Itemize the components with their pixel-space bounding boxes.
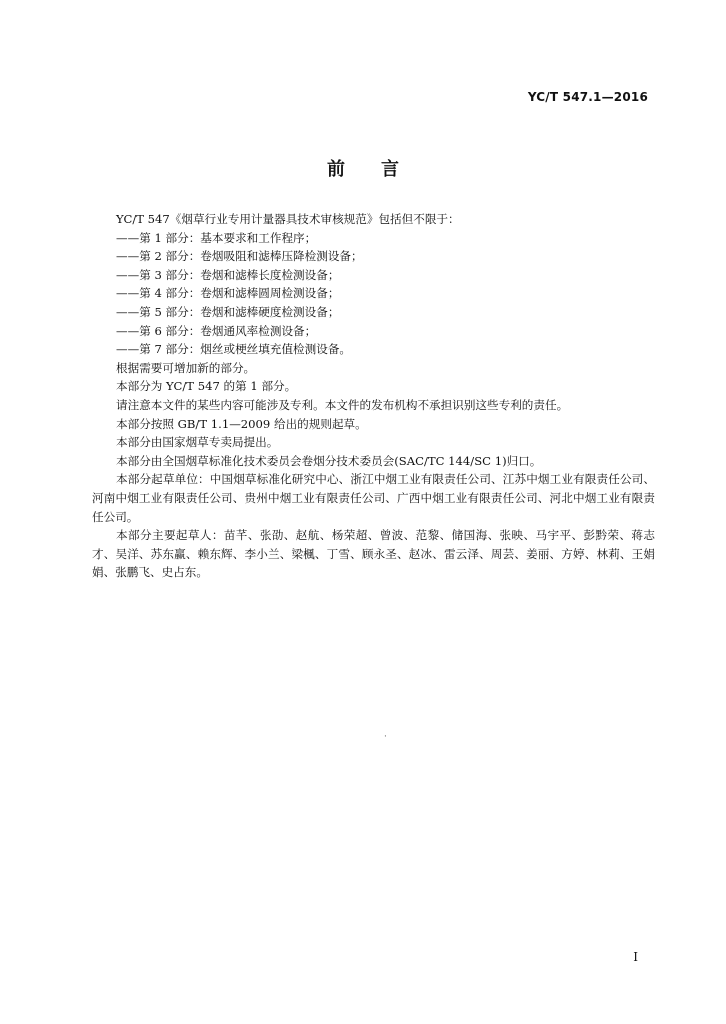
- part-item: ——第 4 部分：卷烟和滤棒圆周检测设备；: [116, 286, 340, 301]
- statement-line: 根据需要可增加新的部分。: [116, 360, 256, 375]
- intro-line: YC/T 547《烟草行业专用计量器具技术审核规范》包括但不限于：: [116, 212, 460, 226]
- drafters-paragraph: 本部分主要起草人：苗芊、张劭、赵航、杨荣超、曾波、范黎、储国海、张映、马宇平、彭黔荣、蒋志才、吴洋、苏东赢、赖东辉、李小兰、梁楓、丁雪、顾永圣、赵冰、雷云泽、周芸、姜丽、方婷、林莉、王娟娟、张鹏飞、史占东。: [92, 528, 655, 580]
- part-item: ——第 3 部分：卷烟和滤棒长度检测设备；: [116, 267, 340, 282]
- document-code: YC/T 547.1—2016: [527, 90, 648, 104]
- drafting-units-paragraph: 本部分起草单位：中国烟草标准化研究中心、浙江中烟工业有限责任公司、江苏中烟工业有限责任公司、河南中烟工业有限责任公司、贵州中烟工业有限责任公司、广西中烟工业有限责任公司、河北中烟工业有限责任公司。: [92, 472, 655, 524]
- part-item: ——第 1 部分：基本要求和工作程序；: [116, 230, 317, 245]
- statement-line: 本部分由全国烟草标准化技术委员会卷烟分技术委员会(SAC/TC 144/SC 1)归口。: [116, 453, 542, 468]
- part-item: ——第 5 部分：卷烟和滤棒硬度检测设备；: [116, 304, 340, 319]
- statement-line: 本部分由国家烟草专卖局提出。: [116, 435, 279, 450]
- foreword-body: [92, 210, 655, 582]
- page-title: 前言: [327, 159, 435, 180]
- statement-line: 请注意本文件的某些内容可能涉及专利。本文件的发布机构不承担识别这些专利的责任。: [116, 397, 569, 412]
- part-item: ——第 7 部分：烟丝或梗丝填充值检测设备。: [116, 342, 352, 357]
- part-item: ——第 2 部分：卷烟吸阻和滤棒压降检测设备；: [116, 249, 363, 264]
- scan-speck: ·: [384, 732, 387, 742]
- part-item: ——第 6 部分：卷烟通风率检测设备；: [116, 323, 317, 338]
- statement-line: 本部分按照 GB/T 1.1—2009 给出的规则起草。: [116, 416, 367, 431]
- statement-line: 本部分为 YC/T 547 的第 1 部分。: [116, 379, 297, 394]
- page-number: I: [633, 950, 638, 964]
